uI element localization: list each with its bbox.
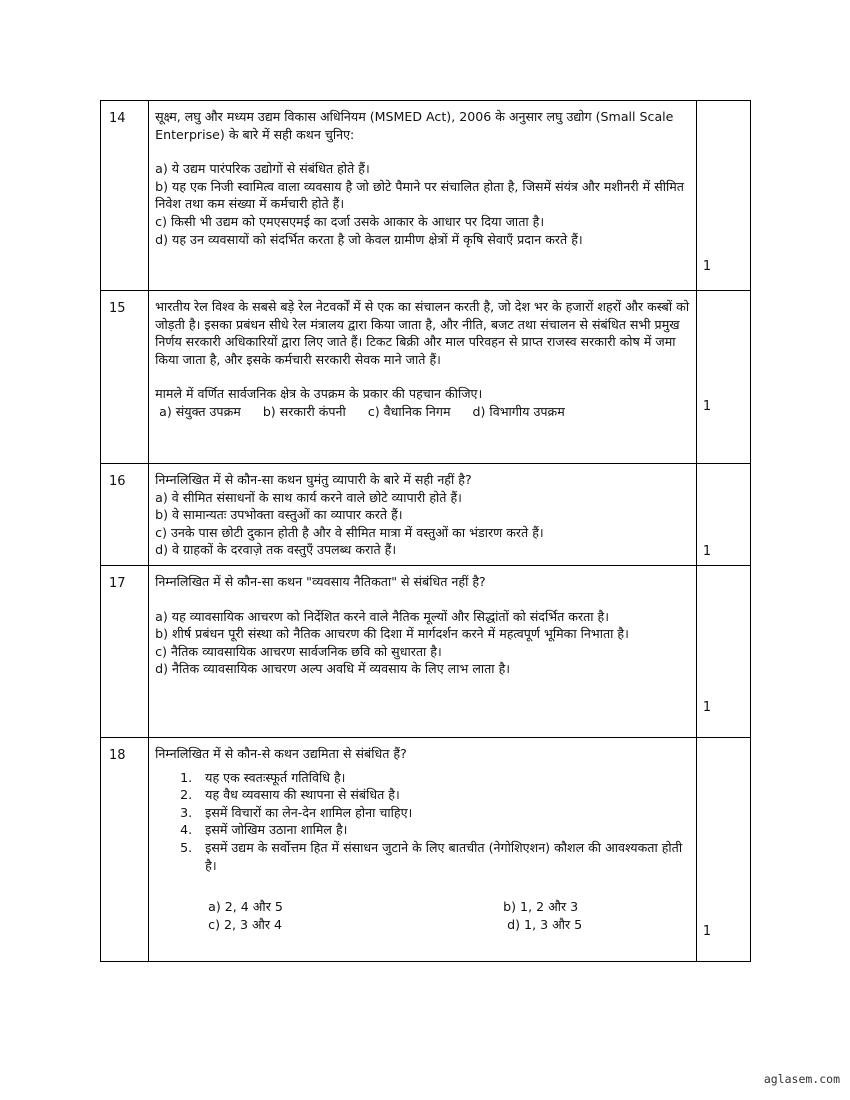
question-content [149,291,697,464]
option-d: d) यह उन व्यवसायों को संदर्भित करता है जो केवल ग्रामीण क्षेत्रों में कृषि सेवाएँ प्रदान करते हैं। [155,231,583,247]
option-c: c) उनके पास छोटी दुकान होती है और वे सीमित मात्रा में वस्तुओं का भंडारण करते हैं। [155,524,544,540]
option-d: d) विभागीय उपक्रम [472,403,565,419]
option-b: b) 1, 2 और 3 [503,899,579,915]
statement-number: 5. [180,839,193,855]
question-marks: 1 [696,291,750,464]
statement-number: 3. [180,804,193,820]
statement-item [180,804,690,822]
statement-number: 4. [180,822,193,838]
question-text: सूक्ष्म, लघु और मध्यम उद्यम विकास अधिनियम (MSMED Act), 2006 के अनुसार लघु उद्योग (Small Scale Enterprise) के बारे में सही कथन चुनिए: [155,109,674,142]
option-a: a) संयुक्त उपक्रम [159,403,241,419]
options-inline [155,403,690,421]
question-number: 14 [101,101,149,291]
statement-text: यह एक स्वतःस्फूर्त गतिविधि है। [205,769,346,785]
statement-text: इसमें उद्यम के सर्वोत्तम हित में संसाधन जुटाने के लिए बातचीत (नेगोशिएशन) कौशल की आवश्यकता होती है। [205,839,683,873]
question-content [149,738,697,962]
option-b: b) सरकारी कंपनी [262,403,346,419]
option-b: b) वे सामान्यतः उपभोक्ता वस्तुओं का व्यापार करते हैं। [155,507,403,523]
option-a: a) 2, 4 और 5 [208,899,283,915]
question-row [101,738,751,962]
question-row [101,291,751,464]
question-text: निम्नलिखित में से कौन-से कथन उद्यमिता से संबंधित हैं? [155,746,407,761]
statement-text: इसमें विचारों का लेन-देन शामिल होना चाहिए। [205,804,413,820]
question-text: भारतीय रेल विश्व के सबसे बड़े रेल नेटवर्कों में से एक का संचालन करती है, जो देश भर के हजारों शहरों और कस्बों को जोड़ती है। इसका प्रबंधन सीधे रेल मंत्रालय द्वारा किया जाता है, और नीति, बजट तथा संचालन से संबंधित सभी प्रमुख निर्णय सरकारी अधिकारियों द्वारा लिए जाते हैं। टिकट बिक्री और माल परिवहन से प्राप्त राजस्व सरकारी कोष में जमा किया जाता है, और इसके कर्मचारी सरकारी सेवक माने जाते हैं। [155,299,690,367]
question-marks: 1 [696,566,750,738]
statement-text: इसमें जोखिम उठाना शामिल है। [205,822,348,838]
option-c: c) किसी भी उद्यम को एमएसएमई का दर्जा उसके आकार के आधार पर दिया जाता है। [155,213,545,229]
question-marks: 1 [696,101,750,291]
statement-number: 2. [180,787,193,803]
option-b: b) यह एक निजी स्वामित्व वाला व्यवसाय है जो छोटे पैमाने पर संचालित होता है, जिसमें संयंत्र और मशीनरी में सीमित निवेश तथा कम संख्या में कर्मचारी होते हैं। [155,178,684,212]
option-d: d) 1, 3 और 5 [507,916,583,932]
question-table [100,100,751,962]
option-b: b) शीर्ष प्रबंधन पूरी संस्था को नैतिक आचरण की दिशा में मार्गदर्शन करने में महत्वपूर्ण भूमिका निभाता है। [155,626,629,642]
question-number: 17 [101,566,149,738]
statement-item [180,769,690,787]
statement-item [180,821,690,839]
watermark-footer: aglasem.com [763,1072,840,1086]
question-content [149,101,697,291]
question-row [101,101,751,291]
statement-number: 1. [180,769,193,785]
statement-item [180,839,690,874]
statement-list [155,769,690,875]
question-marks: 1 [696,464,750,566]
option-d: d) वे ग्राहकों के दरवाज़े तक वस्तुएँ उपलब्ध कराते हैं। [155,542,397,558]
question-marks: 1 [696,738,750,962]
option-c: c) वैधानिक निगम [367,403,451,419]
question-row [101,566,751,738]
question-row [101,464,751,566]
question-content [149,566,697,738]
statement-text: यह वैध व्यवसाय की स्थापना से संबंधित है। [205,787,400,803]
option-a: a) वे सीमित संसाधनों के साथ कार्य करने वाले छोटे व्यापारी होते हैं। [155,489,462,505]
question-number: 15 [101,291,149,464]
statement-item [180,786,690,804]
question-number: 18 [101,738,149,962]
option-a: a) ये उद्यम पारंपरिक उद्योगों से संबंधित होते हैं। [155,161,370,177]
option-c: c) 2, 3 और 4 [208,916,283,932]
question-number: 16 [101,464,149,566]
option-a: a) यह व्यावसायिक आचरण को निर्देशित करने वाले नैतिक मूल्यों और सिद्धांतों को संदर्भित करता है। [155,608,609,624]
question-content [149,464,697,566]
question-prompt: मामले में वर्णित सार्वजनिक क्षेत्र के उपक्रम के प्रकार की पहचान कीजिए। [155,386,483,402]
options-grid [208,898,690,933]
question-text: निम्नलिखित में से कौन-सा कथन "व्यवसाय नैतिकता" से संबंधित नहीं है? [155,574,486,589]
question-text: निम्नलिखित में से कौन-सा कथन घुमंतु व्यापारी के बारे में सही नहीं है? [155,472,472,487]
option-c: c) नैतिक व्यावसायिक आचरण सार्वजनिक छवि को सुधारता है। [155,643,442,659]
option-d: d) नैतिक व्यावसायिक आचरण अल्प अवधि में व्यवसाय के लिए लाभ लाता है। [155,661,511,677]
